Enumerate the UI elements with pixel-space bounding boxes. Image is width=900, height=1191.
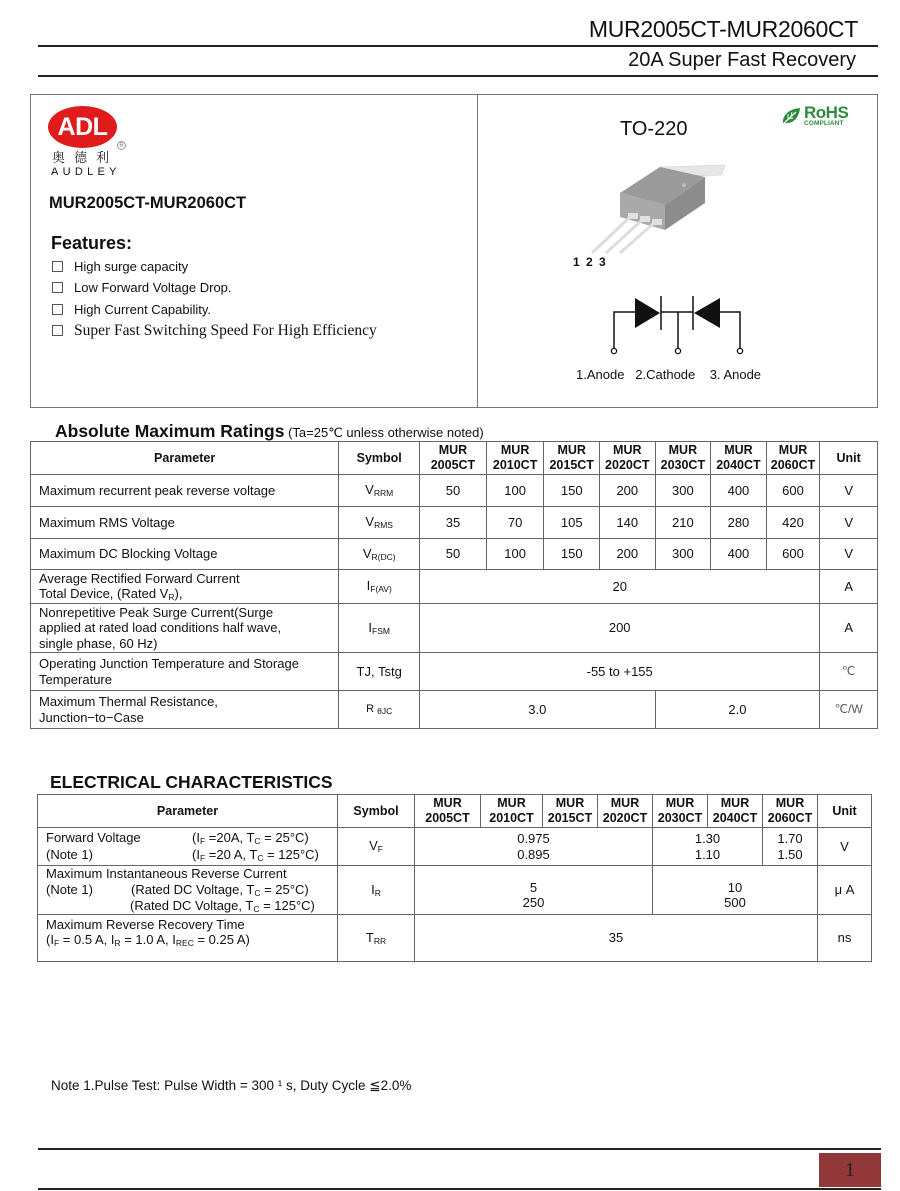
unit-cell: ns [818, 915, 872, 962]
feature-text: High Current Capability. [74, 301, 212, 317]
electrical-heading: ELECTRICAL CHARACTERISTICS [50, 772, 333, 792]
value-cell: 200 [420, 604, 820, 653]
param-cell: Average Rectified Forward Current Total Device, (Rated $V_R$), [31, 570, 339, 604]
table-row [31, 539, 878, 570]
value-cell: 70 [486, 507, 544, 539]
table-row [38, 828, 872, 866]
symbol-cell: $V_{RRM}$ [339, 475, 420, 507]
value-cell: 5 250 [415, 866, 653, 915]
value-cell: 20 [420, 570, 820, 604]
value-cell: 3.0 [420, 691, 655, 729]
document-title: MUR2005CT-MUR2060CT [588, 16, 858, 42]
param-cell: Maximum recurrent peak reverse voltage [31, 475, 339, 507]
table-row [31, 475, 878, 507]
param-cell: Operating Junction Temperature and Storage Temperature [31, 653, 339, 691]
col-header-model: MUR 2030CT [653, 795, 708, 828]
unit-cell: V [818, 828, 872, 866]
registered-mark-icon: R [117, 141, 126, 150]
header-rule [38, 45, 878, 47]
logo-english-name: AUDLEY [51, 166, 121, 178]
feature-item [52, 320, 377, 341]
symbol-cell: $I_{FSM}$ [339, 604, 420, 653]
col-header-model: MUR 2015CT [544, 442, 600, 475]
unit-cell: A [820, 570, 878, 604]
col-header-symbol: Symbol [339, 442, 420, 475]
electrical-characteristics-table [37, 794, 872, 962]
col-header-unit: Unit [818, 795, 872, 828]
symbol-cell: $V_{RMS}$ [339, 507, 420, 539]
package-name: TO-220 [620, 118, 688, 140]
table-row [31, 507, 878, 539]
unit-cell: ℃/W [820, 691, 878, 729]
param-cell: Maximum Instantaneous Reverse Current (Note 1) (Rated DC Voltage, $T_C = 25^\circ C$) (Rated DC Voltage, $T_C = 125^\circ C$) [38, 866, 338, 915]
abs-max-ratings-table [30, 441, 878, 729]
table-row [31, 653, 878, 691]
pin-numbers: 1 2 3 [573, 255, 606, 269]
col-header-model: MUR 2030CT [655, 442, 711, 475]
value-cell: 35 [415, 915, 818, 962]
param-cell: Maximum Thermal Resistance, Junction−to−Case [31, 691, 339, 729]
col-header-model: MUR 2015CT [543, 795, 598, 828]
value-cell: 0.975 0.895 [415, 828, 653, 866]
value-cell: 300 [655, 539, 711, 570]
unit-cell: ℃ [820, 653, 878, 691]
symbol-cell: $T_{RR}$ [338, 915, 415, 962]
symbol-cell: TJ, Tstg [339, 653, 420, 691]
value-cell: 600 [766, 475, 820, 507]
unit-cell: μ A [818, 866, 872, 915]
features-list [52, 256, 377, 341]
symbol-cell: $V_{R(DC)}$ [339, 539, 420, 570]
abs-max-title: Absolute Maximum Ratings [55, 421, 285, 441]
value-cell: 600 [766, 539, 820, 570]
value-cell: 50 [420, 475, 487, 507]
col-header-model: MUR 2010CT [486, 442, 544, 475]
col-header-model: MUR 2020CT [598, 795, 653, 828]
box-divider [477, 95, 478, 407]
table-row [31, 604, 878, 653]
col-header-model: MUR 2020CT [600, 442, 656, 475]
checkbox-icon [52, 304, 63, 315]
header-rule [38, 75, 878, 77]
value-cell: 1.70 1.50 [763, 828, 818, 866]
unit-cell: V [820, 475, 878, 507]
feature-text: High surge capacity [74, 259, 189, 275]
param-cell: Maximum RMS Voltage [31, 507, 339, 539]
value-cell: 210 [655, 507, 711, 539]
param-cell: Nonrepetitive Peak Surge Current(Surge applied at rated load conditions half wave, single phase, 60 Hz) [31, 604, 339, 653]
col-header-model: MUR 2040CT [711, 442, 767, 475]
checkbox-icon [52, 261, 63, 272]
document-subtitle: 20A Super Fast Recovery [628, 49, 856, 71]
dual-diode-schematic-icon [600, 290, 760, 360]
feature-text: Low Forward Voltage Drop. [74, 280, 232, 296]
value-cell: 1.30 1.10 [653, 828, 763, 866]
col-header-unit: Unit [820, 442, 878, 475]
value-cell: 50 [420, 539, 487, 570]
table-row [38, 915, 872, 962]
feature-item [52, 256, 377, 277]
page-number-badge: 1 [819, 1153, 881, 1187]
unit-cell: V [820, 507, 878, 539]
abs-max-heading [55, 421, 484, 442]
value-cell: -55 to +155 [420, 653, 820, 691]
features-heading: Features: [51, 233, 133, 253]
logo-chinese-name: 奥德利 [52, 150, 119, 165]
value-cell: 150 [544, 539, 600, 570]
col-header-model: MUR 2060CT [763, 795, 818, 828]
to220-package-icon [580, 155, 740, 255]
value-cell: 420 [766, 507, 820, 539]
col-header-model: MUR 2005CT [415, 795, 481, 828]
footnote: Note 1.Pulse Test: Pulse Width = 300 ¹ s, Duty Cycle ≦2.0% [51, 1078, 412, 1093]
value-cell: 10 500 [653, 866, 818, 915]
feature-text: Super Fast Switching Speed For High Efficiency [74, 321, 377, 339]
value-cell: 200 [600, 539, 656, 570]
rohs-compliant-label: COMPLIANT [804, 120, 844, 127]
param-cell: Maximum DC Blocking Voltage [31, 539, 339, 570]
value-cell: 400 [711, 475, 767, 507]
param-cell: Maximum Reverse Recovery Time ($I_F = 0.5$ A, $I_R = 1.0$ A, $I_{REC} = 0.25$ A) [38, 915, 338, 962]
value-cell: 35 [420, 507, 487, 539]
feature-item [52, 299, 377, 320]
feature-item [52, 277, 377, 298]
value-cell: 280 [711, 507, 767, 539]
symbol-cell: $V_F$ [338, 828, 415, 866]
part-number-title: MUR2005CT-MUR2060CT [49, 194, 247, 212]
table-header-row [38, 795, 872, 828]
value-cell: 100 [486, 475, 544, 507]
rohs-badge [780, 104, 848, 128]
leaf-icon [780, 106, 802, 126]
value-cell: 140 [600, 507, 656, 539]
footer-rule [38, 1188, 881, 1190]
adl-logo: ADL [48, 106, 117, 148]
symbol-cell: R $_{\theta JC}$ [339, 691, 420, 729]
value-cell: 100 [486, 539, 544, 570]
unit-cell: V [820, 539, 878, 570]
value-cell: 400 [711, 539, 767, 570]
col-header-parameter: Parameter [38, 795, 338, 828]
table-row [38, 866, 872, 915]
col-header-parameter: Parameter [31, 442, 339, 475]
product-overview-box [30, 94, 878, 408]
col-header-model: MUR 2060CT [766, 442, 820, 475]
value-cell: 200 [600, 475, 656, 507]
col-header-model: MUR 2010CT [481, 795, 543, 828]
value-cell: 150 [544, 475, 600, 507]
footer-rule [38, 1148, 881, 1150]
col-header-model: MUR 2040CT [708, 795, 763, 828]
param-cell: Forward Voltage ($I_F =20A$, $T_C = 25^\circ C$) (Note 1) ($I_F =20$ A, $T_C = 125^\circ C$) [38, 828, 338, 866]
value-cell: 2.0 [655, 691, 820, 729]
pin-function-labels: 1.Anode 2.Cathode 3. Anode [576, 367, 762, 382]
table-header-row [31, 442, 878, 475]
unit-cell: A [820, 604, 878, 653]
symbol-cell: $I_{F(AV)}$ [339, 570, 420, 604]
value-cell: 105 [544, 507, 600, 539]
checkbox-icon [52, 282, 63, 293]
checkbox-icon [52, 325, 63, 336]
rohs-label: RoHS [804, 103, 849, 122]
table-row [31, 691, 878, 729]
abs-max-conditions: (Ta=25℃ unless otherwise noted) [284, 425, 484, 440]
col-header-symbol: Symbol [338, 795, 415, 828]
symbol-cell: $I_R$ [338, 866, 415, 915]
col-header-model: MUR 2005CT [420, 442, 487, 475]
table-row [31, 570, 878, 604]
value-cell: 300 [655, 475, 711, 507]
